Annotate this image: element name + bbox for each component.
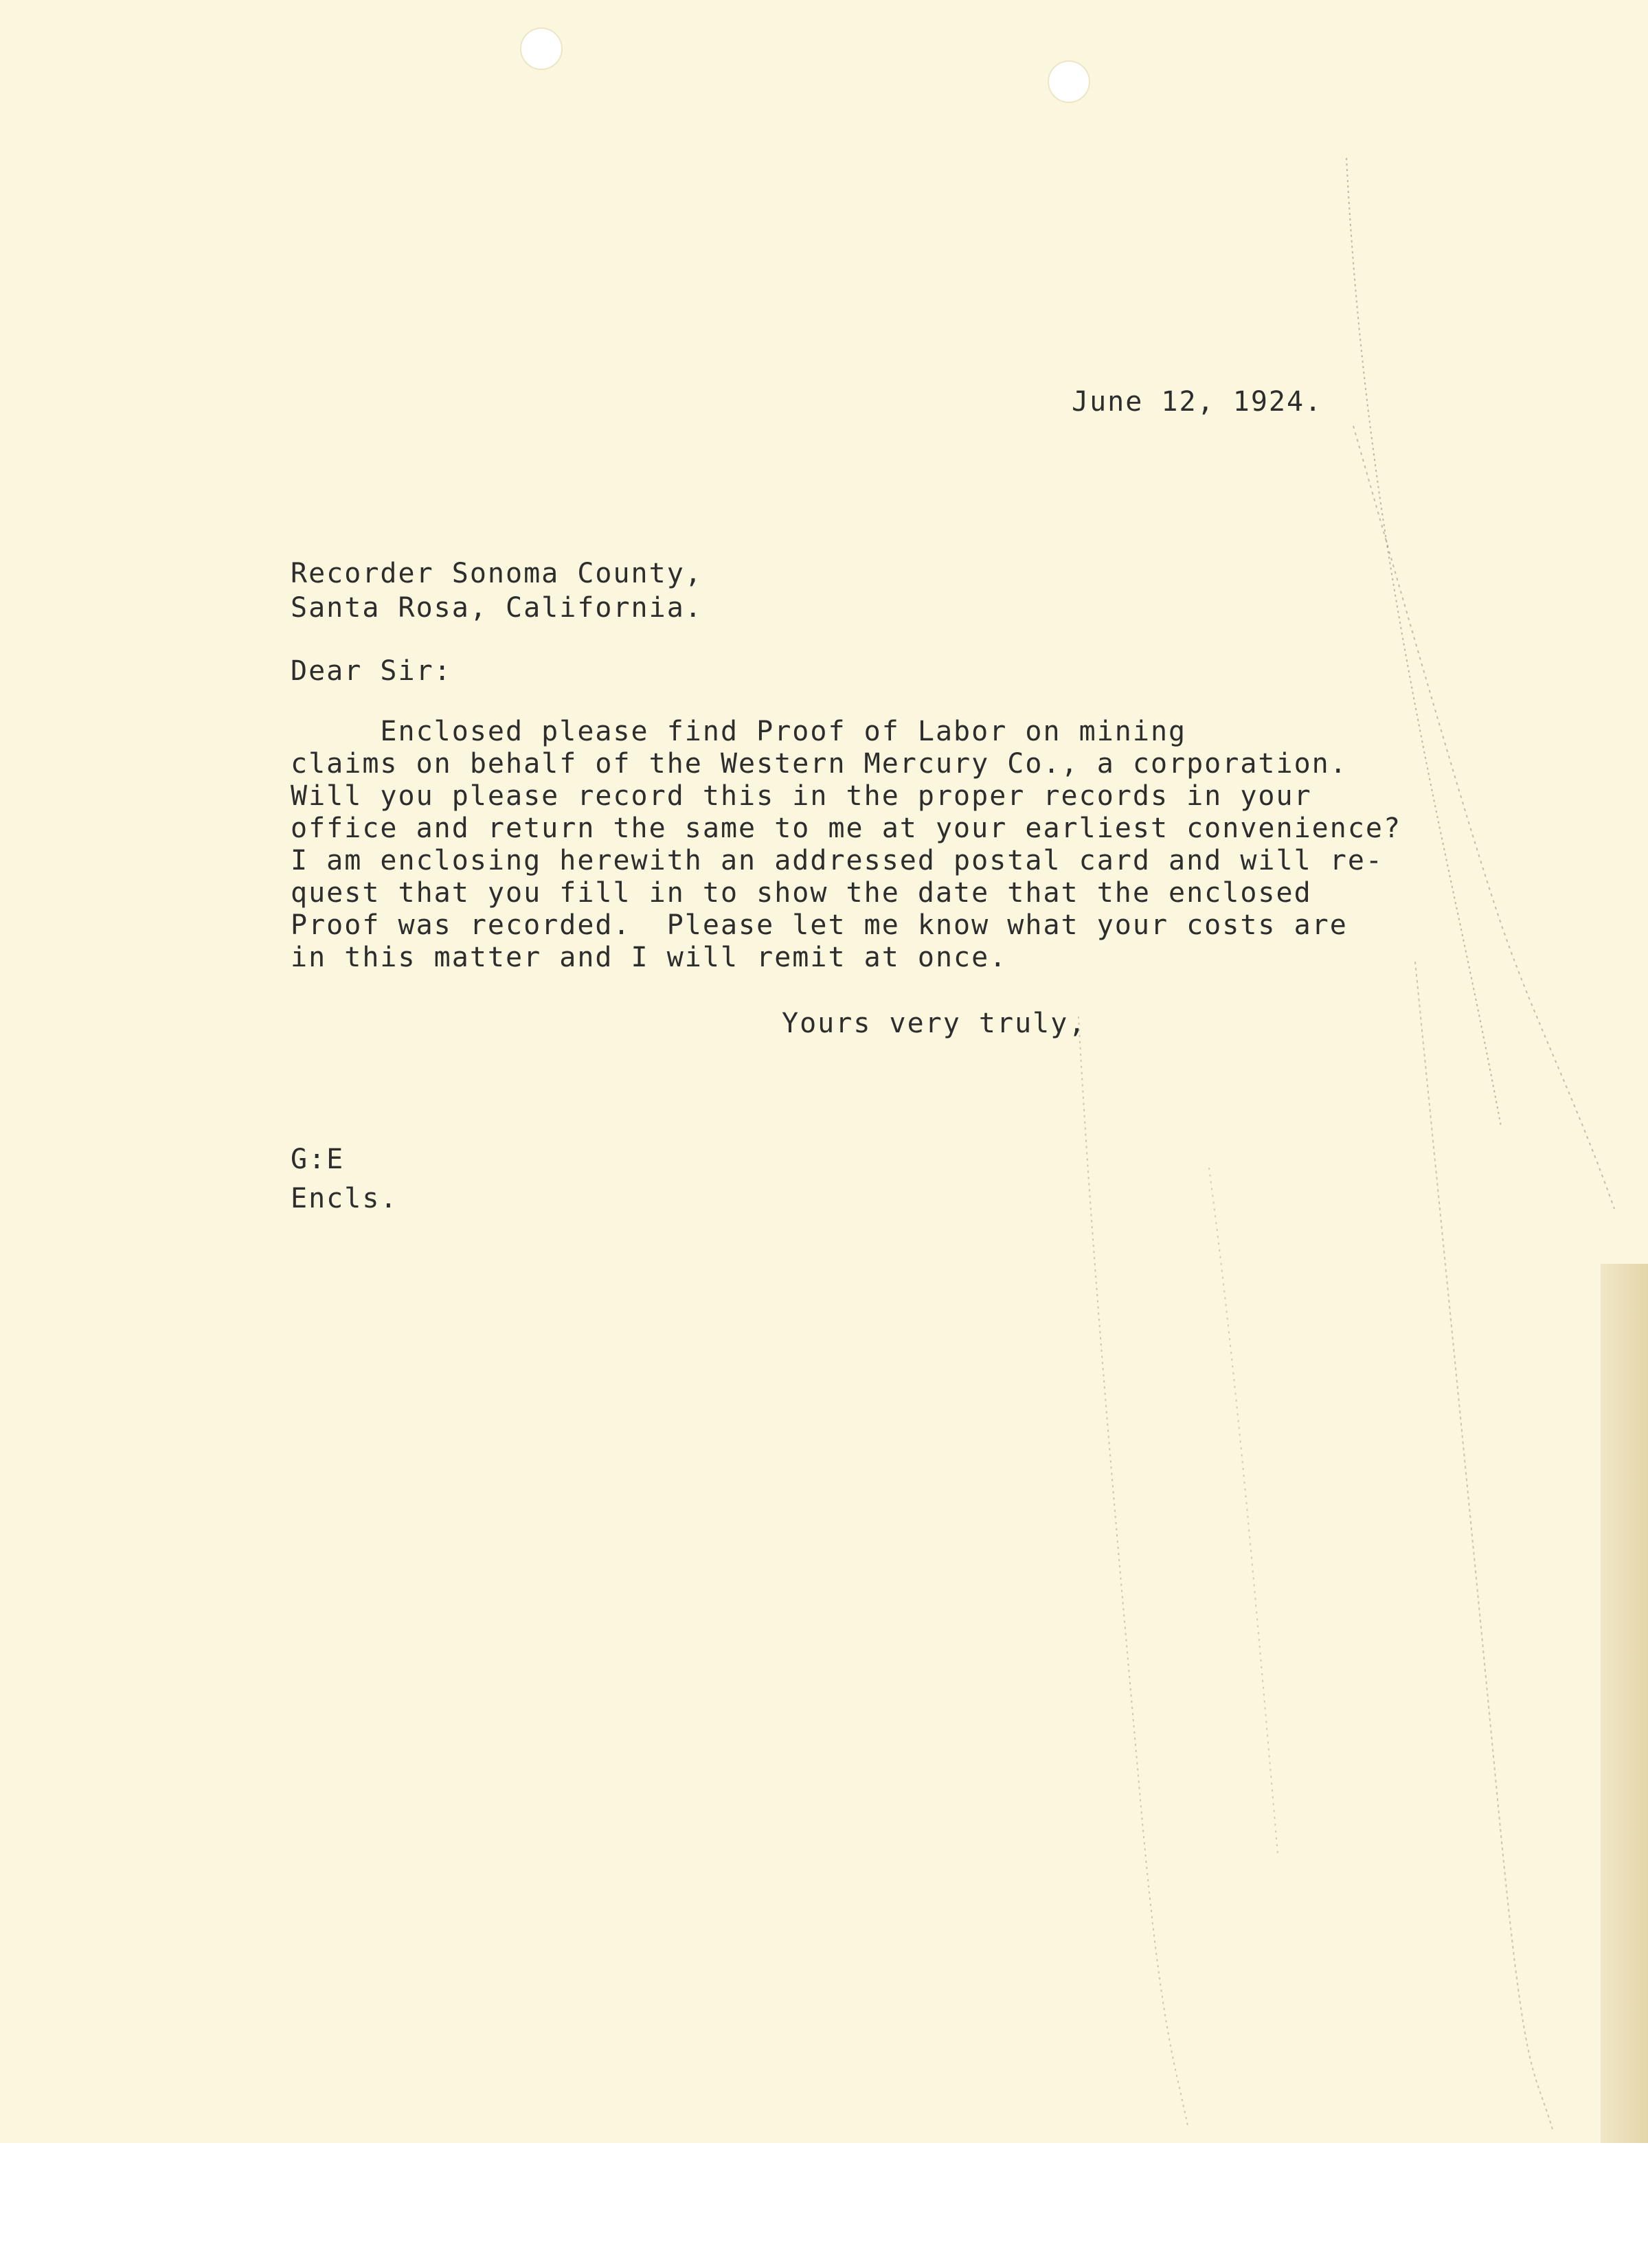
- closing: Yours very truly,: [782, 1008, 1087, 1039]
- salutation: Dear Sir:: [291, 655, 452, 687]
- body-line: Will you please record this in the proper records in your: [291, 780, 1312, 812]
- crease-line: [1346, 158, 1501, 1126]
- letter-date: June 12, 1924.: [1072, 386, 1323, 418]
- body-line: Enclosed please find Proof of Labor on mining: [291, 716, 1187, 747]
- recipient-line-2: Santa Rosa, California.: [291, 592, 703, 624]
- body-line: Proof was recorded. Please let me know what your costs are: [291, 909, 1348, 941]
- body-line: in this matter and I will remit at once.: [291, 942, 1008, 973]
- crease-line: [1209, 1168, 1278, 1855]
- recipient-line-1: Recorder Sonoma County,: [291, 558, 703, 589]
- enclosures-note: Encls.: [291, 1183, 398, 1214]
- typist-initials: G:E: [291, 1144, 345, 1175]
- body-line: I am enclosing herewith an addressed postal card and will re-: [291, 845, 1384, 876]
- body-line: office and return the same to me at your earliest convenience?: [291, 813, 1402, 844]
- body-line: quest that you fill in to show the date that the enclosed: [291, 877, 1312, 909]
- crease-line: [1079, 1017, 1188, 2129]
- body-line: claims on behalf of the Western Mercury Co., a corporation.: [291, 748, 1348, 780]
- crease-line: [1415, 962, 1553, 2129]
